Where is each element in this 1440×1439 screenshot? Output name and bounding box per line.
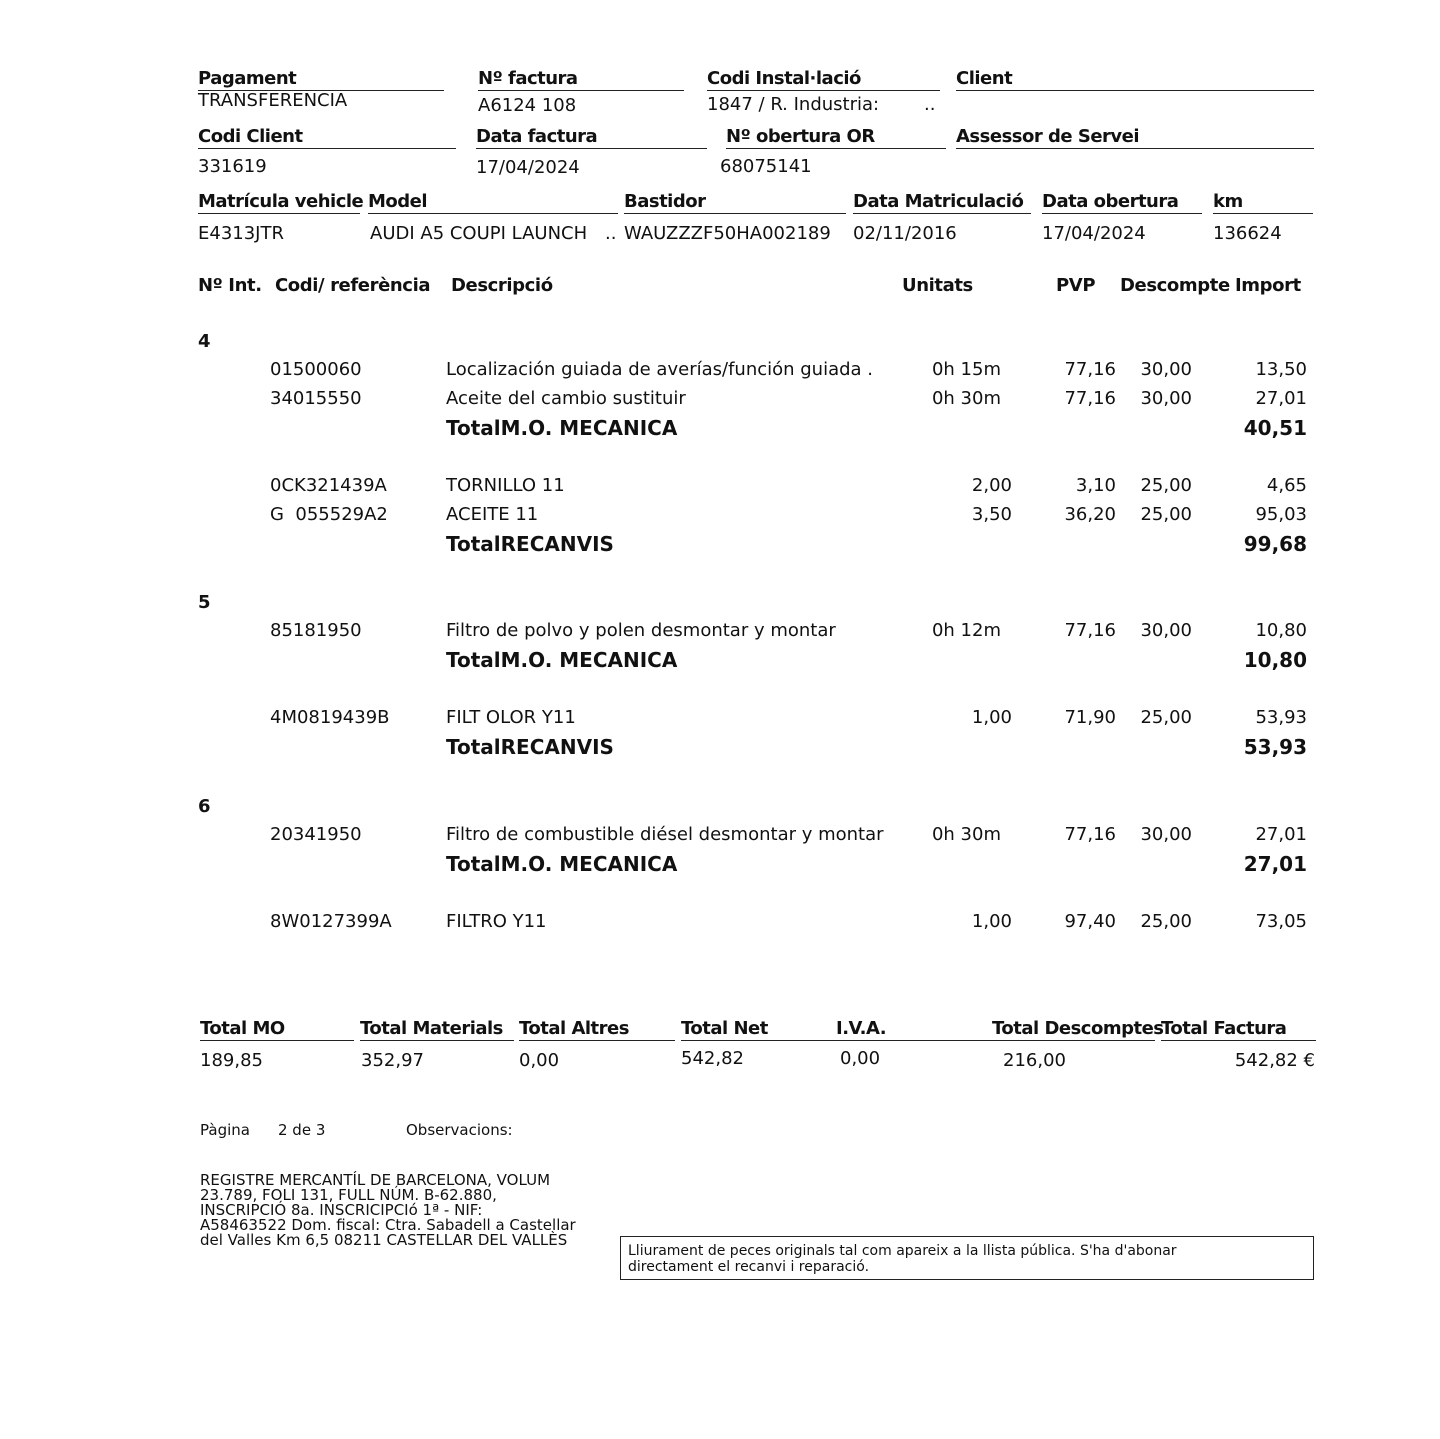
- line-description: Filtro de combustible diésel desmontar y montar: [446, 824, 884, 845]
- value-iva: 0,00: [840, 1048, 881, 1069]
- label-instal: Codi Instal·lació: [707, 68, 940, 91]
- line-discount: 25,00: [1140, 504, 1192, 525]
- value-pagament: TRANSFERENCIA: [198, 90, 348, 111]
- line-pvp: 77,16: [1064, 359, 1116, 380]
- value-bastidor: WAUZZZF50HA002189: [624, 223, 831, 244]
- line-unitats: 3,50: [971, 504, 1012, 525]
- subtotal-value: 10,80: [1243, 648, 1307, 672]
- line-pvp: 77,16: [1064, 388, 1116, 409]
- line-codi: G 055529A2: [270, 504, 388, 525]
- line-unitats: 0h 30m: [931, 824, 1001, 845]
- value-total-mo: 189,85: [200, 1050, 263, 1071]
- page-value: 2 de 3: [278, 1121, 326, 1139]
- value-model-suffix: ..: [605, 223, 617, 244]
- page-label: Pàgina: [200, 1121, 250, 1139]
- line-description: FILT OLOR Y11: [446, 707, 576, 728]
- line-codi: 85181950: [270, 620, 362, 641]
- line-codi: 34015550: [270, 388, 362, 409]
- value-total-materials: 352,97: [361, 1050, 424, 1071]
- label-total-altres: Total Altres: [519, 1018, 675, 1041]
- label-obertura-or: Nº obertura OR: [726, 126, 946, 149]
- value-instal-suffix: ..: [924, 94, 936, 115]
- line-import: 10,80: [1255, 620, 1307, 641]
- value-data-factura: 17/04/2024: [476, 157, 580, 178]
- line-codi: 8W0127399A: [270, 911, 392, 932]
- line-description: Localización guiada de averías/función guiada .: [446, 359, 874, 380]
- line-description: Aceite del cambio sustituir: [446, 388, 686, 409]
- line-discount: 25,00: [1140, 475, 1192, 496]
- line-pvp: 77,16: [1064, 824, 1116, 845]
- value-total-altres: 0,00: [519, 1050, 560, 1071]
- label-km: km: [1213, 191, 1313, 214]
- value-codi-client: 331619: [198, 156, 267, 177]
- value-model: AUDI A5 COUPI LAUNCH: [370, 223, 588, 244]
- subtotal-label: TotalRECANVIS: [446, 532, 614, 556]
- col-descripcio: Descripció: [451, 275, 553, 296]
- line-import: 4,65: [1266, 475, 1307, 496]
- registry-line: 23.789, FOLI 131, FULL NÚM. B-62.880,: [200, 1186, 497, 1204]
- value-total-descomptes: 216,00: [1003, 1050, 1066, 1071]
- note-line: directament el recanvi i reparació.: [628, 1259, 870, 1275]
- value-km: 136624: [1213, 223, 1282, 244]
- line-unitats: 2,00: [971, 475, 1012, 496]
- line-description: TORNILLO 11: [446, 475, 565, 496]
- label-iva: I.V.A.: [836, 1018, 996, 1041]
- subtotal-value: 40,51: [1243, 416, 1307, 440]
- line-discount: 25,00: [1140, 707, 1192, 728]
- label-data-factura: Data factura: [476, 126, 707, 149]
- line-import: 27,01: [1255, 824, 1307, 845]
- col-import: Import: [1235, 275, 1301, 296]
- col-pvp: PVP: [1056, 275, 1096, 296]
- line-description: ACEITE 11: [446, 504, 539, 525]
- line-pvp: 36,20: [1064, 504, 1116, 525]
- value-total-net: 542,82: [681, 1048, 744, 1069]
- note-line: Lliurament de peces originals tal com apareix a la llista pública. S'ha d'abonar: [628, 1243, 1177, 1259]
- value-data-matriculacio: 02/11/2016: [853, 223, 957, 244]
- note-box: [620, 1236, 1314, 1280]
- group-number: 4: [198, 331, 211, 352]
- col-codi: Codi/ referència: [275, 275, 431, 296]
- label-total-mo: Total MO: [200, 1018, 354, 1041]
- line-discount: 25,00: [1140, 911, 1192, 932]
- line-pvp: 3,10: [1075, 475, 1116, 496]
- value-total-factura: 542,82 €: [1234, 1050, 1315, 1071]
- line-discount: 30,00: [1140, 620, 1192, 641]
- line-unitats: 1,00: [971, 911, 1012, 932]
- line-pvp: 77,16: [1064, 620, 1116, 641]
- line-import: 53,93: [1255, 707, 1307, 728]
- col-unitats: Unitats: [902, 275, 973, 296]
- subtotal-label: TotalRECANVIS: [446, 735, 614, 759]
- group-number: 6: [198, 796, 211, 817]
- line-pvp: 97,40: [1064, 911, 1116, 932]
- label-total-descomptes: Total Descomptes: [992, 1018, 1164, 1039]
- line-unitats: 0h 30m: [931, 388, 1001, 409]
- line-codi: 0CK321439A: [270, 475, 387, 496]
- line-unitats: 0h 12m: [931, 620, 1001, 641]
- line-discount: 30,00: [1140, 388, 1192, 409]
- group-number: 5: [198, 592, 211, 613]
- label-total-materials: Total Materials: [360, 1018, 514, 1041]
- registry-line: del Valles Km 6,5 08211 CASTELLAR DEL VALLÈS: [200, 1231, 568, 1249]
- label-data-obertura: Data obertura: [1042, 191, 1202, 214]
- line-unitats: 0h 15m: [931, 359, 1001, 380]
- line-import: 27,01: [1255, 388, 1307, 409]
- line-codi: 20341950: [270, 824, 362, 845]
- subtotal-label: TotalM.O. MECANICA: [446, 648, 678, 672]
- value-factura: A6124 108: [478, 95, 577, 116]
- label-model: Model: [368, 191, 618, 214]
- registry-line: REGISTRE MERCANTÍL DE BARCELONA, VOLUM: [200, 1171, 551, 1189]
- registry-line: A58463522 Dom. fiscal: Ctra. Sabadell a Castellar: [200, 1216, 576, 1234]
- label-assessor: Assessor de Servei: [956, 126, 1314, 149]
- value-data-obertura: 17/04/2024: [1042, 223, 1146, 244]
- label-total-factura: Total Factura: [1161, 1018, 1316, 1041]
- subtotal-value: 99,68: [1243, 532, 1307, 556]
- company-registry: [200, 1173, 576, 1248]
- line-description: Filtro de polvo y polen desmontar y montar: [446, 620, 836, 641]
- subtotal-value: 53,93: [1243, 735, 1307, 759]
- label-total-net: Total Net: [681, 1018, 836, 1041]
- line-pvp: 71,90: [1064, 707, 1116, 728]
- line-discount: 30,00: [1140, 359, 1192, 380]
- value-matricula: E4313JTR: [198, 223, 284, 244]
- line-codi: 4M0819439B: [270, 707, 390, 728]
- label-client: Client: [956, 68, 1314, 91]
- value-instal: 1847 / R. Industria:: [707, 94, 880, 115]
- label-bastidor: Bastidor: [624, 191, 846, 214]
- line-unitats: 1,00: [971, 707, 1012, 728]
- line-import: 73,05: [1255, 911, 1307, 932]
- label-data-matriculacio: Data Matriculació: [853, 191, 1031, 214]
- registry-line: INSCRIPCIÓ 8a. INSCRICIPCIó 1ª - NIF:: [200, 1201, 483, 1219]
- line-description: FILTRO Y11: [446, 911, 547, 932]
- line-import: 13,50: [1255, 359, 1307, 380]
- label-matricula: Matrícula vehicle: [198, 191, 364, 212]
- line-codi: 01500060: [270, 359, 362, 380]
- label-codi-client: Codi Client: [198, 126, 456, 149]
- observations-label: Observacions:: [406, 1121, 513, 1139]
- subtotal-label: TotalM.O. MECANICA: [446, 416, 678, 440]
- subtotal-label: TotalM.O. MECANICA: [446, 852, 678, 876]
- label-factura: Nº factura: [478, 68, 684, 91]
- subtotal-value: 27,01: [1243, 852, 1307, 876]
- col-descompte: Descompte: [1120, 275, 1230, 296]
- value-obertura-or: 68075141: [720, 156, 812, 177]
- line-discount: 30,00: [1140, 824, 1192, 845]
- col-nint: Nº Int.: [198, 275, 262, 296]
- label-pagament: Pagament: [198, 68, 444, 91]
- line-import: 95,03: [1255, 504, 1307, 525]
